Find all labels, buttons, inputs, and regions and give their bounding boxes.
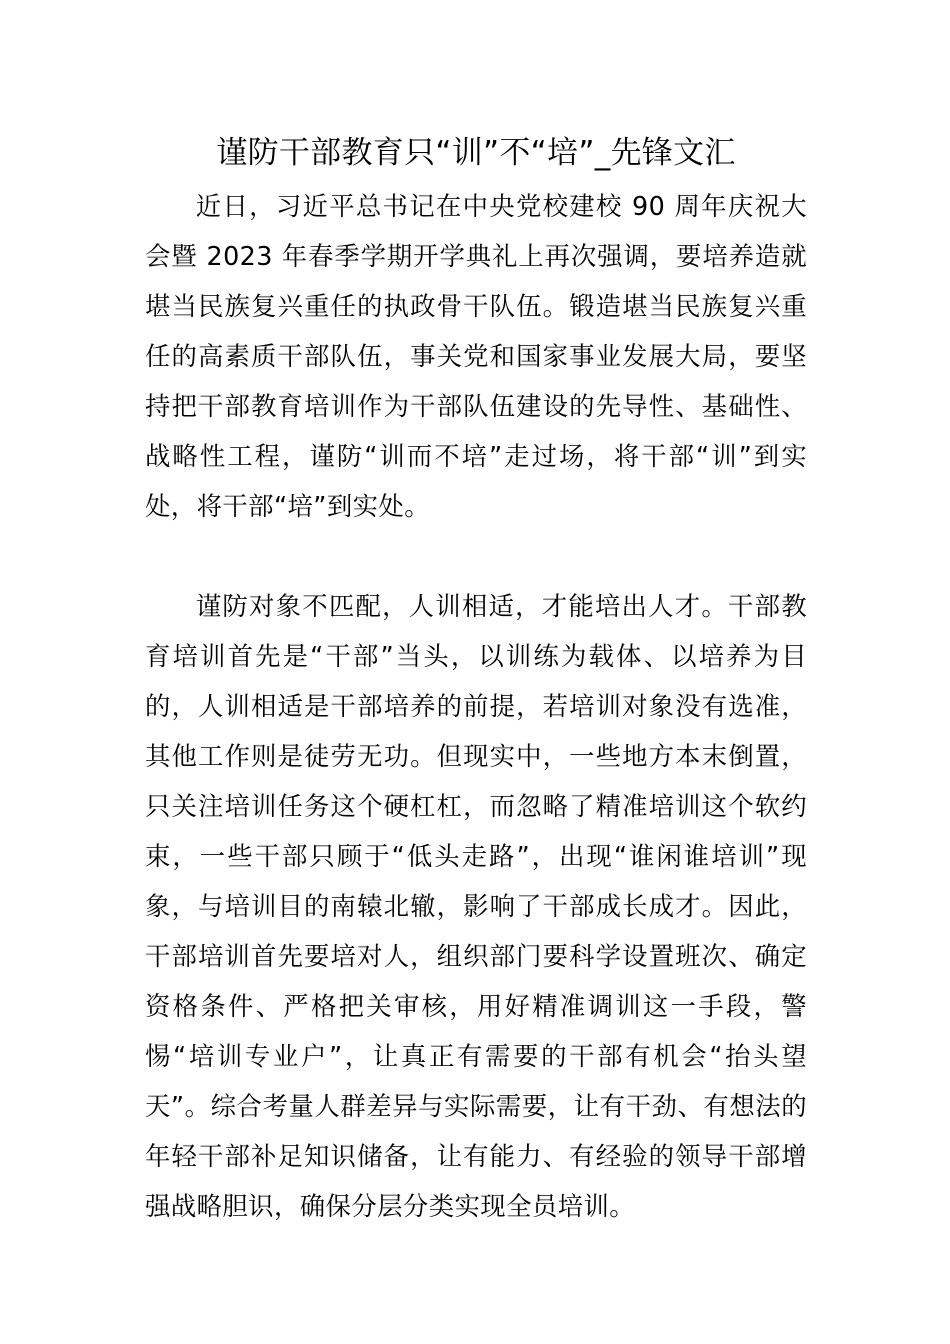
document-body — [145, 125, 807, 1231]
document-title: 谨防干部教育只“训”不“培”_先锋文汇 — [216, 135, 736, 171]
paragraph-gap — [145, 531, 807, 581]
paragraph-intro: 近日，习近平总书记在中央党校建校 90 周年庆祝大会暨 2023 年春季学期开学典礼上再次强调，要培养造就堪当民族复兴重任的执政骨干队伍。锻造堪当民族复兴重任的高素质干部队伍，事关党和国家事业发展大局，要坚持把干部教育培训作为干部队伍建设的先导性、基础性、战略性工程，谨防“训而不培”走过场，将干部“训”到实处，将干部“培”到实处。 — [145, 191, 807, 521]
paragraph-target-matching: 谨防对象不匹配，人训相适，才能培出人才。干部教育培训首先是“干部”当头，以训练为载体、以培养为目的，人训相适是干部培养的前提，若培训对象没有选准，其他工作则是徒劳无功。但现实中，一些地方本末倒置，只关注培训任务这个硬杠杠，而忽略了精准培训这个软约束，一些干部只顾于“低头走路”，出现“谁闲谁培训”现象，与培训目的南辕北辙，影响了干部成长成才。因此，干部培训首先要培对人，组织部门要科学设置班次、确定资格条件、严格把关审核，用好精准调训这一手段，警惕“培训专业户”，让真正有需要的干部有机会“抬头望天”。综合考量人群差异与实际需要，让有干劲、有想法的年轻干部补足知识储备，让有能力、有经验的领导干部增强战略胆识，确保分层分类实现全员培训。 — [145, 591, 807, 1221]
